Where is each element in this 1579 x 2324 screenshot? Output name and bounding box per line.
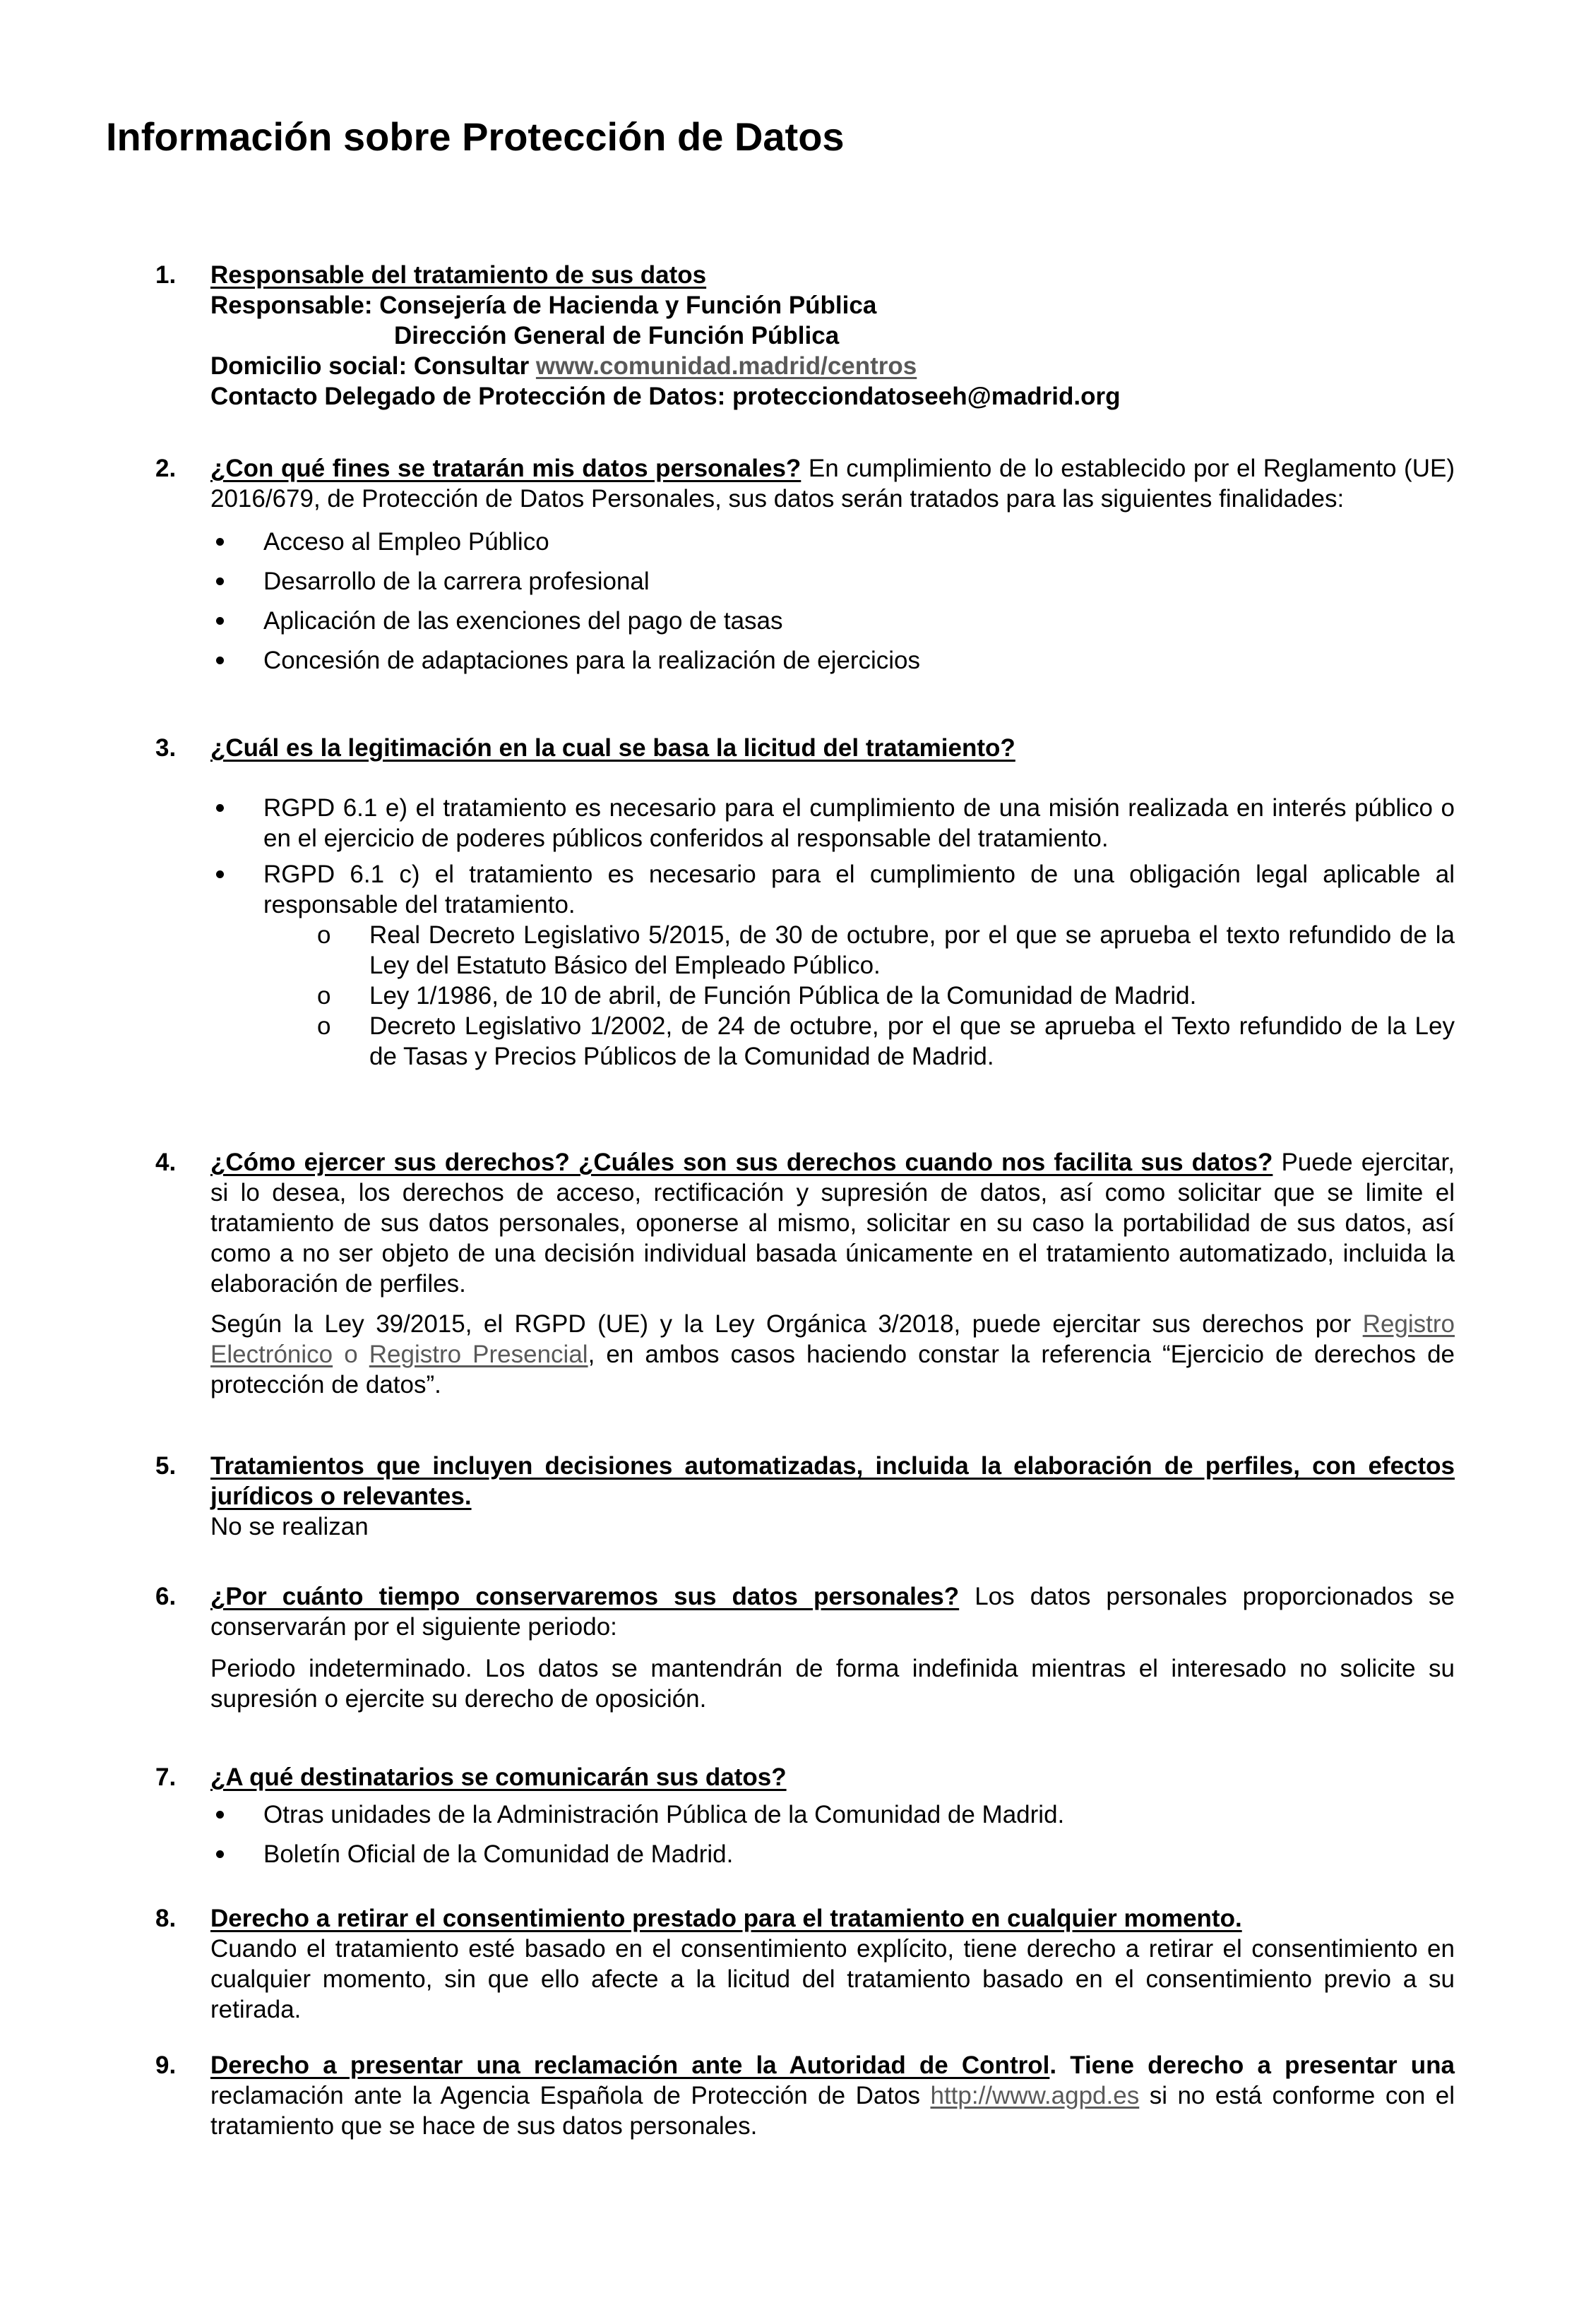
section-6	[155, 1581, 1455, 1714]
list-item-text: RGPD 6.1 c) el tratamiento es necesario para el cumplimiento de una obligación legal aplicable al responsable del tratamiento.	[263, 861, 1455, 918]
section-number: 3.	[155, 734, 177, 762]
list-item: Aplicación de las exenciones del pago de tasas	[210, 606, 1455, 636]
section-heading: ¿Cómo ejercer sus derechos? ¿Cuáles son sus derechos cuando nos facilita sus datos?	[210, 1149, 1273, 1176]
section-3	[155, 733, 1455, 1072]
section-heading: Derecho a presentar una reclamación ante la Autoridad de Control	[210, 2052, 1050, 2079]
section-text: En cumplimiento de lo establecido por el Reglamento (UE) 2016/679, de Protección de Datos Personales, sus datos serán tratados para las siguientes finalidades:	[210, 455, 1455, 513]
section-heading: Tratamientos que incluyen decisiones automatizadas, incluida la elaboración de perfiles, con efectos jurídicos o relevantes.	[210, 1452, 1455, 1510]
section-heading: ¿Por cuánto tiempo conservaremos sus datos personales?	[210, 1583, 960, 1610]
dpo-contact: Contacto Delegado de Protección de Datos: protecciondatoseeh@madrid.org	[210, 383, 1121, 410]
purposes-list	[210, 527, 1455, 676]
section-number: 1.	[155, 261, 177, 289]
list-item: Boletín Oficial de la Comunidad de Madrid.	[210, 1839, 1455, 1869]
section-number: 4.	[155, 1149, 177, 1176]
section-number: 6.	[155, 1583, 177, 1610]
laws-list	[263, 920, 1455, 1072]
list-item	[210, 859, 1455, 1072]
rights-paragraph	[210, 1309, 1455, 1400]
section-8	[155, 1903, 1455, 2025]
list-item: RGPD 6.1 e) el tratamiento es necesario para el cumplimiento de una misión realizada en interés público o en el ejercicio de poderes públicos conferidos al responsable del tratamiento.	[210, 793, 1455, 853]
registro-electronico-link[interactable]: Registro Electrónico	[210, 1310, 1455, 1368]
section-paragraph	[210, 453, 1455, 514]
section-9	[155, 2050, 1455, 2141]
centros-link[interactable]: www.comunidad.madrid/centros	[535, 352, 917, 380]
section-number: 5.	[155, 1452, 177, 1480]
address-label: Domicilio social: Consultar	[210, 352, 536, 380]
section-text: No se realizan	[210, 1513, 369, 1540]
section-paragraph	[210, 2050, 1455, 2141]
controller-line: Responsable: Consejería de Hacienda y Función Pública	[210, 292, 877, 319]
sub-list-item: o Decreto Legislativo 1/2002, de 24 de octubre, por el que se aprueba el Texto refundido de la Ley de Tasas y Precios Públicos de la Comunidad de Madrid.	[263, 1011, 1455, 1072]
list-item: Concesión de adaptaciones para la realización de ejercicios	[210, 645, 1455, 676]
section-heading: Responsable del tratamiento de sus datos	[210, 261, 707, 289]
section-1	[155, 260, 1455, 412]
section-4	[155, 1147, 1455, 1400]
legal-basis-list	[210, 793, 1455, 1072]
section-paragraph	[210, 1581, 1455, 1642]
section-number: 8.	[155, 1905, 177, 1932]
section-heading: ¿A qué destinatarios se comunicarán sus datos?	[210, 1763, 787, 1791]
recipients-list	[210, 1799, 1455, 1869]
link-separator: o	[333, 1341, 369, 1368]
list-item: Otras unidades de la Administración Pública de la Comunidad de Madrid.	[210, 1799, 1455, 1830]
agpd-link[interactable]: http://www.agpd.es	[930, 2082, 1140, 2109]
controller-directorate: Dirección General de Función Pública	[394, 322, 840, 349]
section-text: Puede ejercitar, si lo desea, los derechos de acceso, rectificación y supresión de datos, así como solicitar que se limite el tratamiento de sus datos personales, oponerse al mismo, solicitar en su caso la portabilidad de sus datos, así como a no ser objeto de una decisión individual basada únicamente en el tratamiento automatizado, incluida la elaboración de perfiles.	[210, 1149, 1455, 1298]
section-text: Cuando el tratamiento esté basado en el consentimiento explícito, tiene derecho a retirar el consentimiento en cualquier momento, sin que ello afecte a la licitud del tratamiento basado en el consentimiento previo a su retirada.	[210, 1935, 1455, 2023]
list-item: Acceso al Empleo Público	[210, 527, 1455, 557]
section-number: 2.	[155, 455, 177, 482]
section-text: reclamación ante la Agencia Española de Protección de Datos	[210, 2082, 931, 2109]
sub-list-item: o Ley 1/1986, de 10 de abril, de Función Pública de la Comunidad de Madrid.	[263, 981, 1455, 1011]
section-text-end: si no está conforme con el tratamiento que se hace de sus datos personales.	[210, 2082, 1455, 2140]
rights-text-end: , en ambos casos haciendo constar la referencia “Ejercicio de derechos de protección de datos”.	[210, 1341, 1455, 1398]
section-paragraph	[210, 1147, 1455, 1299]
section-heading: Derecho a retirar el consentimiento prestado para el tratamiento en cualquier momento.	[210, 1905, 1242, 1932]
page-title: Información sobre Protección de Datos	[106, 114, 845, 159]
section-heading: ¿Cuál es la legitimación en la cual se basa la licitud del tratamiento?	[210, 734, 1015, 762]
section-2	[155, 453, 1455, 676]
section-number: 7.	[155, 1763, 177, 1791]
section-7	[155, 1762, 1455, 1869]
section-text: Los datos personales proporcionados se conservarán por el siguiente periodo:	[210, 1583, 1455, 1641]
rights-text: Según la Ley 39/2015, el RGPD (UE) y la Ley Orgánica 3/2018, puede ejercitar sus derechos por	[210, 1310, 1363, 1338]
retention-paragraph: Periodo indeterminado. Los datos se mantendrán de forma indefinida mientras el interesado no solicite su supresión o ejercite su derecho de oposición.	[210, 1655, 1455, 1713]
section-bold-text: . Tiene derecho a presentar una	[1049, 2052, 1455, 2079]
section-5	[155, 1451, 1455, 1542]
registro-presencial-link[interactable]: Registro Presencial	[369, 1341, 588, 1368]
section-heading: ¿Con qué fines se tratarán mis datos personales?	[210, 455, 802, 482]
list-item: Desarrollo de la carrera profesional	[210, 566, 1455, 597]
section-number: 9.	[155, 2052, 177, 2079]
address-line	[210, 351, 1455, 381]
sub-list-item: o Real Decreto Legislativo 5/2015, de 30 de octubre, por el que se aprueba el texto refundido de la Ley del Estatuto Básico del Empleado Público.	[263, 920, 1455, 981]
